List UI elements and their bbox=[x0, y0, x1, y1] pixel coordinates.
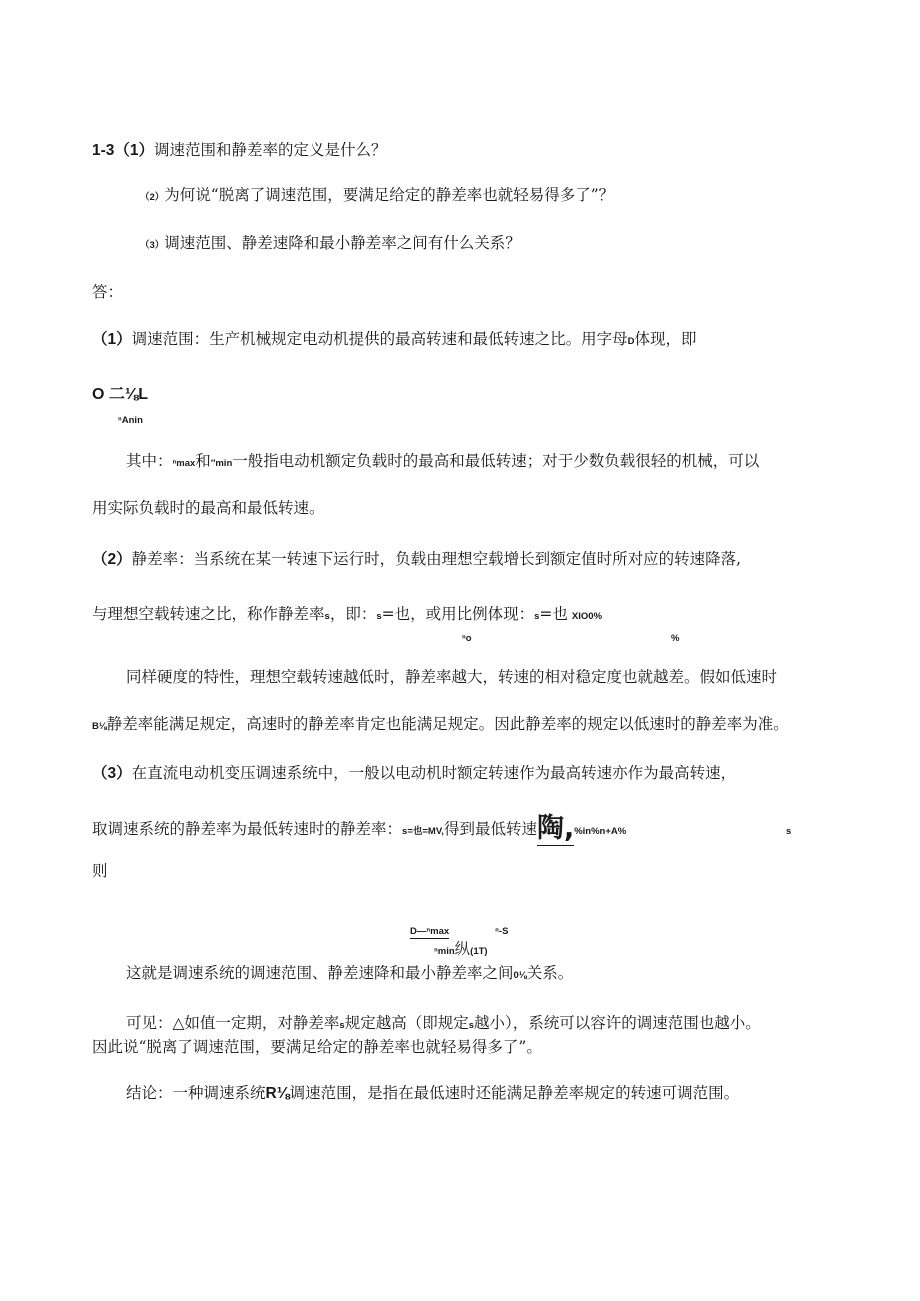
equation-denominator-tail: (1T) bbox=[470, 946, 488, 957]
paragraph-mark: （1） bbox=[92, 331, 132, 348]
question-sub-mark: （2） bbox=[140, 192, 165, 203]
question-sub-mark: （1） bbox=[114, 142, 155, 159]
answer-paragraph-3: 同样硬度的特性，理想空载转速越低时，静差率越大，转速的相对稳定度也就越差。假如低速时 bbox=[126, 668, 778, 686]
equation-numerator: D—ⁿmax bbox=[410, 926, 450, 937]
question-2 bbox=[140, 184, 614, 209]
garbled-mark: 0⅛ bbox=[513, 970, 527, 981]
paragraph-text: 体现，即 bbox=[634, 330, 697, 348]
paragraph-text: ，即： bbox=[329, 605, 377, 623]
paragraph-text: 在直流电动机变压调速系统中，一般以电动机时额定转速作为最高转速亦作为最高转速， bbox=[131, 764, 737, 782]
question-1 bbox=[92, 139, 387, 162]
answer-paragraph-4-line2 bbox=[92, 813, 627, 844]
paragraph-text: 与理想空载转速之比，称作静差率 bbox=[92, 605, 325, 623]
symbol-nmin: ″min bbox=[210, 458, 233, 469]
question-text: 调速范围、静差速降和最小静差率之间有什么关系？ bbox=[164, 234, 521, 252]
paragraph-mark: （3） bbox=[92, 765, 132, 782]
question-sub-mark: （3） bbox=[140, 240, 165, 251]
question-text: 为何说“脱离了调速范围，要满足给定的静差率也就轻易得多了”？ bbox=[164, 186, 615, 204]
paragraph-text: 取调速系统的静差率为最低转速时的静差率： bbox=[92, 820, 403, 838]
symbol-s: s bbox=[339, 1020, 345, 1031]
symbol-s: s bbox=[324, 611, 330, 622]
equation-D-bottom bbox=[434, 938, 488, 963]
answer-paragraph-1b-line2: 用实际负载时的最高和最低转速。 bbox=[92, 499, 325, 517]
equation-numerator-right: ⁿ-S bbox=[495, 926, 509, 937]
equation-denominator-glyph: 纵 bbox=[454, 940, 471, 958]
question-3 bbox=[140, 232, 521, 257]
garbled-mark: B⅛ bbox=[92, 721, 107, 732]
paragraph-text: 静差率：当系统在某一转速下运行时，负载由理想空载增长到额定值时所对应的转速降落, bbox=[131, 550, 742, 568]
symbol-s: s bbox=[402, 826, 408, 837]
paragraph-text: 规定越高（即规定 bbox=[344, 1014, 469, 1032]
symbol-s: s bbox=[468, 1020, 475, 1031]
symbol-s: s bbox=[376, 611, 382, 622]
paragraph-text: 得到最低转速 bbox=[443, 820, 537, 838]
equation-denominator: ⁿmin bbox=[434, 946, 455, 957]
symbol-nmax: ⁿmax bbox=[172, 458, 196, 469]
question-text: 调速范围和静差率的定义是什么？ bbox=[154, 141, 387, 159]
answer-paragraph-5 bbox=[126, 962, 573, 987]
equation-range-sub: ⁿAnin bbox=[118, 415, 143, 426]
paragraph-text: 可见：△如值一定期，对静差率 bbox=[126, 1014, 340, 1032]
answer-paragraph-6 bbox=[126, 1012, 761, 1037]
paragraph-text: 越小），系统可以容许的调速范围也越小。 bbox=[474, 1014, 761, 1032]
symbol-D: D bbox=[627, 336, 635, 347]
answer-conclusion bbox=[126, 1082, 739, 1105]
symbol-x100: XIO0% bbox=[571, 611, 603, 622]
paragraph-text: 关系。 bbox=[526, 964, 574, 982]
symbol-s: s bbox=[534, 611, 540, 622]
paragraph-text: 和 bbox=[195, 452, 211, 470]
paragraph-text: 调速范围，是指在最低速时还能满足静差率规定的转速可调范围。 bbox=[289, 1084, 740, 1102]
paragraph-text: =也 bbox=[539, 605, 568, 623]
paragraph-mark: （2） bbox=[92, 551, 132, 568]
equation-inline: %in%n+A% bbox=[574, 826, 627, 837]
answer-paragraph-6-line2: 因此说“脱离了调速范围，要满足给定的静差率也就轻易得多了”。 bbox=[92, 1038, 542, 1056]
paragraph-text: 一般指电动机额定负载时的最高和最低转速；对于少数负载很轻的机械，可以 bbox=[232, 452, 760, 470]
paragraph-text: 这就是调速系统的调速范围、静差速降和最小静差率之间 bbox=[126, 964, 514, 982]
paragraph-text: 结论：一种调速系统 bbox=[126, 1084, 266, 1102]
garbled-mark: R⅛ bbox=[265, 1085, 290, 1102]
symbol-s-right: s bbox=[786, 826, 792, 837]
question-number: 1-3 bbox=[92, 142, 115, 159]
paragraph-text: =也，或用比例体现： bbox=[381, 605, 535, 623]
equation-sub-n0: ⁿo bbox=[462, 633, 472, 644]
answer-paragraph-2 bbox=[92, 548, 741, 571]
answer-paragraph-1b bbox=[126, 450, 759, 475]
answer-paragraph-3-line2 bbox=[92, 713, 789, 738]
answer-paragraph-2-line2 bbox=[92, 603, 602, 628]
paragraph-text: 静差率能满足规定，高速时的静差率肯定也能满足规定。因此静差率的规定以低速时的静差率为准。 bbox=[106, 715, 789, 733]
answer-label: 答： bbox=[92, 283, 124, 301]
paragraph-text: 其中： bbox=[126, 452, 173, 470]
answer-paragraph-1 bbox=[92, 328, 697, 353]
handwritten-glyph: 陶, bbox=[536, 813, 575, 844]
paragraph-text: 调速范围：生产机械规定电动机提供的最高转速和最低转速之比。用字母 bbox=[131, 330, 628, 348]
answer-then: 则 bbox=[92, 862, 108, 880]
equation-inline: =也=MV, bbox=[407, 826, 444, 837]
equation-sub-percent: % bbox=[671, 633, 680, 644]
equation-range: O 二⅛L bbox=[92, 386, 149, 403]
answer-paragraph-4 bbox=[92, 762, 736, 785]
